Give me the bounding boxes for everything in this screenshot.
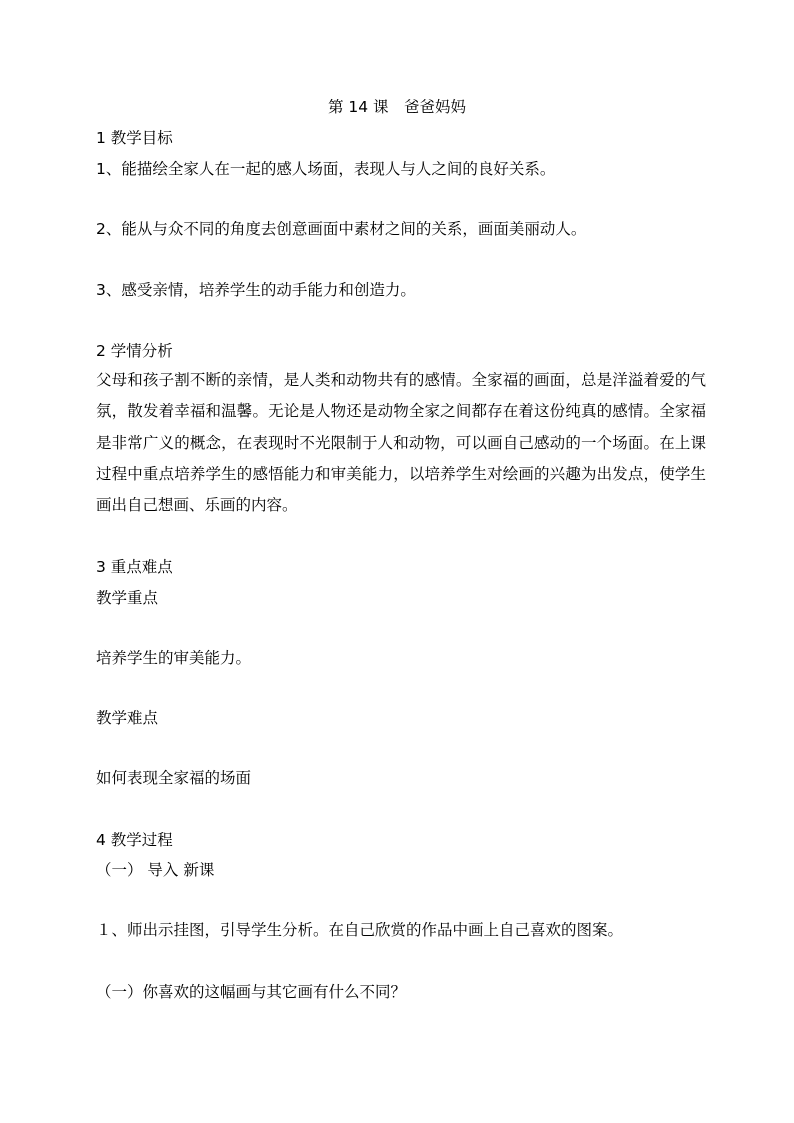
process-step-1: １、师出示挂图，引导学生分析。在自己欣赏的作品中画上自己喜欢的图案。 bbox=[96, 921, 624, 939]
objective-item-3: 3、感受亲情，培养学生的动手能力和创造力。 bbox=[96, 281, 416, 299]
focus-text: 培养学生的审美能力。 bbox=[96, 649, 252, 667]
process-step-label: （一） 导入 新课 bbox=[96, 861, 215, 879]
objectives-heading: 1 教学目标 bbox=[96, 129, 173, 147]
objective-item-1: 1、能描绘全家人在一起的感人场面，表现人与人之间的良好关系。 bbox=[96, 160, 556, 178]
analysis-heading: 2 学情分析 bbox=[96, 342, 173, 360]
difficulty-text: 如何表现全家福的场面 bbox=[96, 769, 252, 787]
objective-item-2: 2、能从与众不同的角度去创意画面中素材之间的关系，画面美丽动人。 bbox=[96, 220, 587, 238]
analysis-paragraph: 父母和孩子割不断的亲情，是人类和动物共有的感情。全家福的画面，总是洋溢着爱的气氛，散发着幸福和温馨。无论是人物还是动物全家之间都存在着这份纯真的感情。全家福是非常广义的概念，在表现时不光限制于人和动物，可以画自己感动的一个场面。在上课过程中重点培养学生的感悟能力和审美能力，以培养学生对绘画的兴趣为出发点，使学生画出自己想画、乐画的内容。 bbox=[96, 371, 706, 515]
difficulty-label: 教学难点 bbox=[96, 709, 159, 727]
process-question-1: （一）你喜欢的这幅画与其它画有什么不同？ bbox=[96, 983, 407, 1001]
page-title: 第 14 课 爸爸妈妈 bbox=[327, 98, 467, 116]
process-heading: 4 教学过程 bbox=[96, 831, 173, 849]
focus-label: 教学重点 bbox=[96, 589, 159, 607]
key-points-heading: 3 重点难点 bbox=[96, 558, 173, 576]
